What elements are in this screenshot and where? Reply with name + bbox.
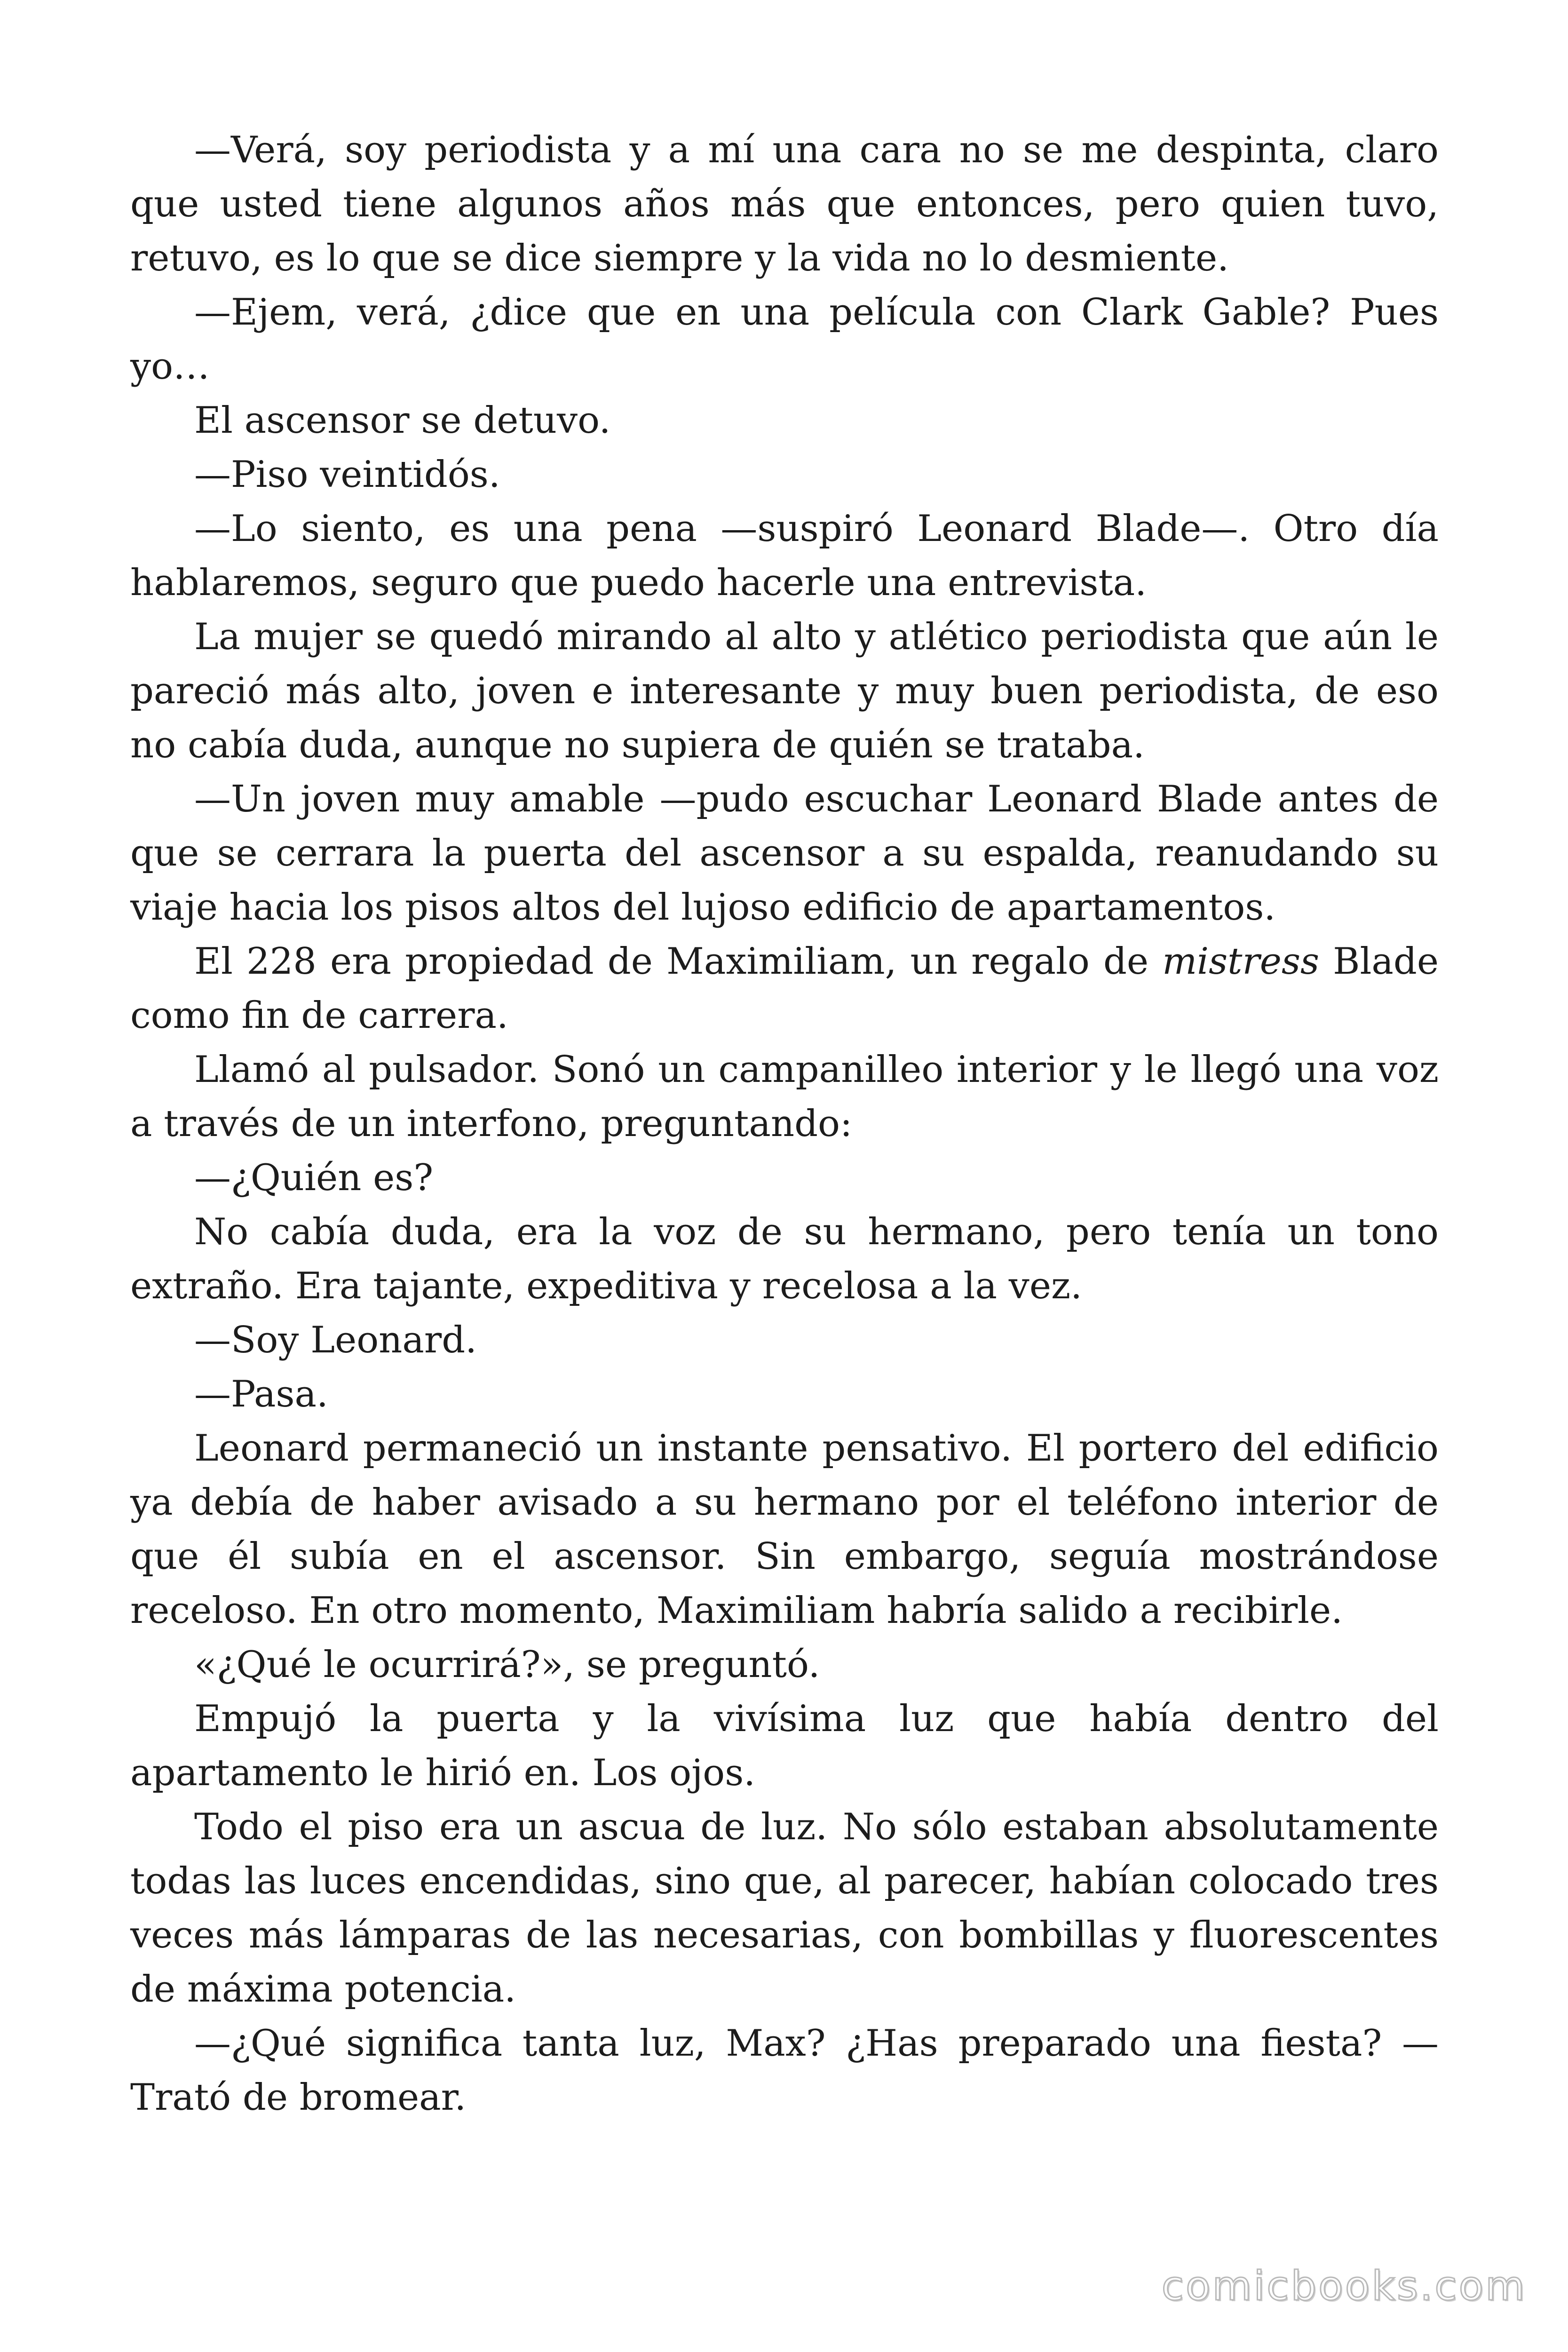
paragraph-12: —Soy Leonard. [194, 1319, 477, 1361]
paragraph-18: —¿Qué significa tanta luz, Max? ¿Has preparado una fiesta? —Trató de bromear. [130, 2022, 1439, 2119]
paragraph-3: El ascensor se detuvo. [194, 399, 611, 442]
paragraph-8-emphasis: mistress [1162, 940, 1320, 983]
paragraph-8-after: Blade como fin de carrera. [130, 940, 1439, 1037]
paragraph-15: «¿Qué le ocurrirá?», se preguntó. [194, 1644, 820, 1686]
watermark: comicbooks.com [1161, 2263, 1527, 2310]
paragraph-14: Leonard permaneció un instante pensativo. El portero del edificio ya debía de haber avisado a su hermano por el teléfono interior de que él subía en el ascensor. Sin embargo, seguía mostrándose receloso. En otro momento, Maximiliam habría salido a recibirle. [130, 1427, 1439, 1632]
paragraph-9: Llamó al pulsador. Sonó un campanilleo interior y le llegó una voz a través de un interfono, preguntando: [130, 1049, 1439, 1145]
paragraph-13: —Pasa. [194, 1373, 328, 1415]
paragraph-8 [130, 935, 1439, 1043]
paragraph-1: —Verá, soy periodista y a mí una cara no se me despinta, claro que usted tiene algunos años más que entonces, pero quien tuvo, retuvo, es lo que se dice siempre y la vida no lo desmiente. [130, 129, 1439, 279]
paragraph-2: —Ejem, verá, ¿dice que en una película con Clark Gable? Pues yo… [130, 291, 1439, 388]
paragraph-5: —Lo siento, es una pena —suspiró Leonard Blade—. Otro día hablaremos, seguro que puedo hacerle una entrevista. [130, 508, 1439, 604]
paragraph-8-before: El 228 era propiedad de Maximiliam, un regalo de [194, 940, 1163, 983]
paragraph-10: —¿Quién es? [194, 1157, 434, 1199]
paragraph-6: La mujer se quedó mirando al alto y atlético periodista que aún le pareció más alto, joven e interesante y muy buen periodista, de eso no cabía duda, aunque no supiera de quién se trataba. [130, 616, 1439, 766]
paragraph-16: Empujó la puerta y la vivísima luz que había dentro del apartamento le hirió en. Los ojos. [130, 1698, 1439, 1794]
book-page-text [130, 123, 1439, 2125]
paragraph-17: Todo el piso era un ascua de luz. No sólo estaban absolutamente todas las luces encendidas, sino que, al parecer, habían colocado tres veces más lámparas de las necesarias, con bombillas y fluorescentes de máxima potencia. [130, 1806, 1439, 2010]
paragraph-4: —Piso veintidós. [194, 453, 500, 496]
paragraph-11: No cabía duda, era la voz de su hermano, pero tenía un tono extraño. Era tajante, expeditiva y recelosa a la vez. [130, 1211, 1439, 1307]
paragraph-7: —Un joven muy amable —pudo escuchar Leonard Blade antes de que se cerrara la puerta del ascensor a su espalda, reanudando su viaje hacia los pisos altos del lujoso edificio de apartamentos. [130, 778, 1439, 929]
